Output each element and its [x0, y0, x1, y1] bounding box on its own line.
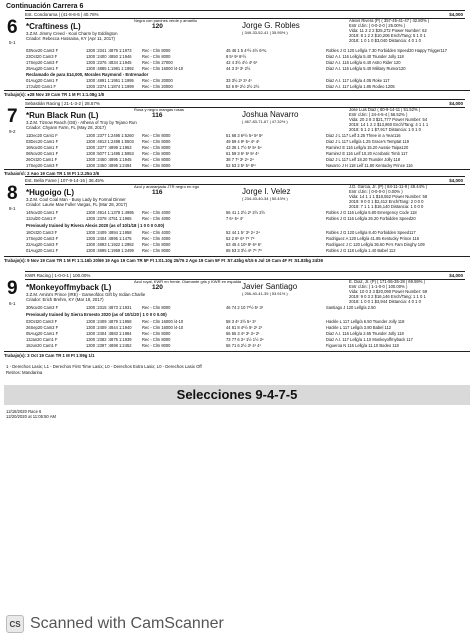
silks-colors: Negra con parches verde y amarillo — [134, 18, 198, 23]
stat-line: 2018: 1 0 0 1 $3,944 Distancia: 4 0 1 0 — [349, 299, 421, 304]
stat-line: Entr c/Jin: ( 0-0-0-0 | 0.00% ) — [349, 189, 403, 194]
stat-line: Vida: 20 2 8 3 $21,777 Power Number: 54 — [349, 117, 428, 122]
past-performance-row: 29Aug20 Cam1 F 1300 :4885 1:1981 1:1992 Rec - Clm 16000 /4-10 44 3 3¹ 3¹ 2½ Diaz A.I. 116 Lellg/a 5.40 Military Rumor120 — [26, 66, 406, 71]
entry-number: 7 — [7, 106, 18, 127]
camscanner-watermark — [6, 614, 224, 634]
past-performance-row: 18Oct20 Cam3 F 1300 :2409 :4894 1:1958 Rec - Clm 4000 52 44 1 5⁷ 3⁵ 2⁴ 2⁴ Robles J G 120 Lellg/a 8.40 Forbidden Speed117 — [26, 230, 416, 235]
breeder-line: Criador: Erich Brehm, KY (Mar 18, 2017) — [26, 297, 104, 302]
past-performance-row: 13Jul20 Cam1 F 1300 :2378 :4751 1:1965 Rec - Clm 4000 7 6⁴ 5⁴ 4⁷ Robles J G 116 Lellg/a 26.20 Forbidden Speed20 — [26, 216, 416, 221]
stat-line: 2019: 9 0 0 1 $2,412 Ench/Tang: 2 0 0 0 — [349, 199, 424, 204]
camscanner-logo-icon: CS — [6, 615, 24, 633]
past-performance-row: 17Sep20 Cam3 F 1300 :2404 :4895 1:1475 Rec - Clm 4000 52 2 8⁶ 6⁹ 7⁵ 7⁸ Rodriguez A 120 Lellg/a 41.85 Kentucky Prince 116 — [26, 236, 420, 241]
race-header-title: Continuación Carrera 6 — [6, 3, 84, 10]
purse: $4,000 — [449, 178, 463, 183]
silks-colors: Azul y anaranjada JTR negro en ego — [134, 184, 200, 189]
stat-line: Vida: 10 0 3 3 $20,090 Power Number: 59 — [349, 289, 428, 294]
past-performance-row: 14Nov20 Cam1 F 1300 :4914 1:1378 1:4995 Rec - Clm 4000 56 41 1 2½ 2¹ 2½ 2½ Robles J G 116 Lellg/a 5.80 Emergency Code 118 — [26, 210, 417, 215]
breeder-line: Criador: Chyann Farm, FL (May 28, 2017) — [26, 125, 106, 130]
jockey-name: Javier Santiago — [242, 282, 298, 291]
weight: 116 — [152, 112, 163, 119]
jockey-record: ( 234-43-40-34 | 50.43% ) — [242, 196, 288, 201]
purse: $4,000 — [449, 273, 463, 278]
trainer-stats — [349, 18, 465, 43]
horse-name: *Run Black Run (L) — [26, 111, 99, 120]
entry-number: 9 — [7, 278, 18, 299]
jockey-name: Jorge G. Robles — [242, 21, 300, 30]
pedigree-line: 3.Z.M. Tiznow Reach (GB) - Athena of Troy by Tejano Run — [26, 120, 137, 125]
past-performance-row: 17Sep20 Cam3 F 1300 :2450 :4895 1:2494 Rec - Clm 8000 52 53 2 5¹ 5⁹ 8¹¹ Navarro J H 118 Lelf 11.80 Kentucky Prince 116 — [26, 163, 413, 168]
weight: 120 — [152, 23, 163, 30]
past-performance-row: 05Aug20 Cam1 F 1300 :2404 :4883 1:1984 Rec - Clm 8000 56 55 3 4⁶ 3¹ 3⁴ 2¹ Diaz A.I. 116 Lellg/a 2.65 Tsunder Jolly 118 — [26, 331, 404, 336]
entry-7 — [4, 99, 470, 175]
past-performance-row: 22Aug20 Cam3 F 1300 :4893 1:1922 1:2982 Rec - Clm 8000 63 45 4 10¹ 8¹ 6⁸ 6⁷ Rodriguez J C 120 Lellg/a 36.60 Pe's Fam Dinghy 109 — [26, 242, 425, 247]
stat-line: Entr c/Jin: ( 24-4-5-4 | 56.52% ) — [349, 112, 408, 117]
lasix-legend: 1 - Derechos Lasix; L1 - Derechos First Time Lasix; L0 - Derechos Extra Lasix; L0 - Derechos Lasix Off — [6, 364, 202, 369]
stat-line: 2019: 9 0 3 2 $16,146 Ench/Tang: 1 1 0 1 — [349, 294, 426, 299]
past-performance-row: 03Oct20 Cam3 F 1300 :2409 :4879 1:1958 Rec - Clm 16000 /4-10 58 3 4⁶ 2½ 5⁴ 3¹ Hackle L 117 Lellg/a 6.50 Tsunder Jolly 118 — [26, 319, 405, 324]
past-performance-row: 18Jun20 Cam1 F 1300 :2397 :4898 1:2452 Rec - Clm 8000 56 71 6 2½ 3¹ 4¹ 4¹ Figueroa N 116 Lellg/a 11.10 Bodeo 118 — [26, 343, 399, 348]
pedigree-line: 3.Z.M. Amira's Prince (IRE) - Gameofdoc Gift by Indian Charlie — [26, 292, 146, 297]
stat-line: Entr c/Jin: ( 0-0-2-0 | 25.00% ) — [349, 23, 406, 28]
past-performance-row: 17Jul20 Cam1 F 1300 :2374 1:1874 1:1999 Rec - Clm 20000 52 6 9¹ 2½ 2½ 2½ Diaz A.I. 117 Lellg/a 1.85 Rodeo 1205 — [26, 84, 395, 89]
owner-line: Est. Condorama | (41-8-6-5 | 40.78% — [25, 12, 99, 17]
past-performance-row: 26Sep20 Cam3 F 1300 :2409 :4844 1:1940 Rec - Clm 16000 /4-10 44 81 8 4¹½ 5¹ 2¹ 2¹ Hackle L 117 Lellg/a 3.80 Babel 112 — [26, 325, 392, 330]
workouts-line: Trabajo(s): ●28 Nov 19 Cam TR 1 M Ft 1:1.08g 1/8 — [4, 90, 470, 98]
past-performance-row: 26Oct20 Cam1 F 1300 :2450 :4895 1:1945 Rec - Clm 8000 38 7 7¹ 3¹ 2⁴ 2⁴ Diaz J L 117 Lelf 18.20 Tsunder Jolly 118 — [26, 157, 401, 162]
entry-6 — [4, 10, 470, 98]
stat-line: 2018: 1 0 1 0 $3,040 Distancia: 4 0 1 0 — [349, 38, 421, 43]
stat-line: Vida: 14 1 1 1 $18,552 Power Number: 58 — [349, 194, 428, 199]
weight: 116 — [152, 189, 163, 196]
trainer-stats — [349, 184, 465, 209]
stat-line: 2019: 14 1 2 2 $13,860 Ench/Tang: 4 1 1 1 — [349, 122, 429, 127]
jockey-record: ( 256-40-41-39 | 53.91% ) — [242, 291, 288, 296]
claim-note: Reclamado de para $14,000, Morales Raymond - Entrenador — [26, 72, 149, 77]
entry-8 — [4, 176, 470, 270]
owner-line: Sebastián Racing | 21-1-3-2 | 28.57% — [25, 101, 100, 106]
workouts-line: Trabajo(s): 9 Nov 19 Cam TR 1 M Ft 1:1.16b 20/69 19 Ago 19 Cam TR 5F Ft 1:01.10g 25/76 2 Ago 19 Cam 5F Ft :57.43bg 6/15 6 Jul 19 Cam 4F Ft :51.83bg 24/36 — [4, 256, 470, 264]
print-meta — [6, 409, 56, 419]
weight: 120 — [152, 284, 163, 291]
silks-colors: Rosa y negro mangas rosas — [134, 107, 185, 112]
scratches: Retiros: Mandarina — [6, 370, 43, 375]
stat-line: 2019: 8 1 2 2 $10,206 Ench/Tang: 5 1 0 1 — [349, 33, 426, 38]
breeder-line: Criador: Laurie Mae Fuller Vargas, FL (Mar 28, 2017) — [26, 202, 128, 207]
past-performance-row: 03Nov20 Cam3 F 1300 :2341 :4879 1:1973 Rec - Clm 8000 45 46 1 5 4¹½ 4½ 6¹¾ Robles J G 120 Lellg/a 7.30 Forbidden Speed20 Happy Trigger117 — [26, 48, 447, 53]
trainer-stats — [349, 279, 465, 304]
stat-line: Jose Luis Diaz ( 60-9-14-11 | 51.52% ) — [349, 107, 421, 112]
entry-number: 6 — [7, 17, 18, 38]
footer-notes — [6, 364, 466, 376]
horse-name: *Monkeyoffmyback (L) — [26, 283, 112, 292]
stat-line: Alexis Rivera (P) ( 357-45-41-47 | 42.80% ) — [349, 18, 430, 23]
purse: $4,000 — [449, 12, 463, 17]
past-performance-row: 03Dec20 Cam1 F 1300 :4913 1:2498 1:5503 Rec - Clm 8000 49 59 4 9¹ 5⁴ 4⁵ 4¹ Diaz J L 117 Lellg/a 1.25 Grace's Temptat 119 — [26, 139, 410, 144]
past-performance-row: 23Oct20 Cam3 F 1300 :2400 :4850 1:1946 Rec - Clm 8000 8 5¹ 9¹ 6¹½ Diaz A.I. 116 Lellg/a 5.40 Tsunder Jolly 118 — [26, 54, 404, 59]
stat-line: E. Diaz, Jr. (P) ( 171-55-35-28 | 69.59% ) — [349, 279, 426, 284]
past-performance-row: 11Dec20 Cam1 F 1300 :2377 1:2495 1:5260 Rec - Clm 8000 51 68 3 6¹½ 5⁴ 5² 5² Diaz J L 117 Lelf 3.25 Three in a Year116 — [26, 133, 401, 138]
entry-9 — [4, 271, 470, 361]
trainer-stats — [349, 107, 465, 132]
horse-name: *Hugoigo (L) — [26, 188, 74, 197]
past-performance-row: 01Aug20 Cam1 F 1300 :4891 1:1951 1:1995 Rec - Clm 20000 33 3½ 2¹ 3¹ 4¹ Diaz A.I. 117 Lellg/a 4.05 Roke 117 — [26, 78, 390, 83]
silks-colors: Azul royal, KWR en frente. Diamante gris y KWR en espalda — [134, 279, 242, 284]
camscanner-text: Scanned with CamScanner — [30, 615, 224, 632]
jockey-record: ( 349-33-52-41 | 35.95% ) — [242, 30, 288, 35]
owner-line: Est. Bella Fame | 107-9-14-16 | 36.45% — [25, 178, 104, 183]
workouts-line: Trabajo(s): 3 Oct 19 Cam TR 1 M Ft 1:09g 1/1 — [4, 351, 470, 359]
entry-number: 8 — [7, 183, 18, 204]
breeder-line: Criador: Rebecca Hossaina, KY (Apr 11, 2017) — [26, 36, 115, 41]
pedigree-line: 3.Z.M. Cool Coal Man - Busy Lady by Formal Dinner — [26, 197, 126, 202]
trainer-change-note: Previously trained by Sierra Ernesto 2020 (as of 10/1/20 | 1 0 0 0 0.00) — [26, 312, 167, 317]
stat-line: Vida: 11 2 2 2 $25,272 Power Number: 62 — [349, 28, 427, 33]
owner-line: KWR Racing | 1-0-0-1 | 100.00% — [25, 273, 91, 278]
post-position-odds: 6-1 — [9, 301, 16, 306]
pedigree-line: 3.Z.M. Jimmy Creed - Kool Charm by Eddington — [26, 31, 118, 36]
stat-line: J.D. Garcia, Jr. (P) ( 84-11-11-9 | 48.44% ) — [349, 184, 428, 189]
trainer-change-note: Previously trained by Rivera Alexis 2020 (as of 10/1/18 | 1 0 0 0 0.00) — [26, 223, 165, 228]
selections-banner: Selecciones 9-4-7-5 — [4, 385, 470, 405]
jockey-name: Joshua Navarro — [242, 110, 299, 119]
horse-name: *Craftiness (L) — [26, 22, 81, 31]
workouts-line: Trabajo(s): 2 Ago 19 Cam TR 1 M Ft 1:2.25g 2/6 — [4, 169, 470, 175]
race-program-sheet — [4, 0, 470, 600]
stat-line: 2018: 7 1 1 1 $16,140 Distancia: 1 0 0 0 — [349, 204, 424, 209]
meta-line: 12/18/2020 Race 6 — [6, 409, 42, 414]
stat-line: 2018: 5 1 2 1 $7,917 Distancia: 1 0 1 0 — [349, 127, 421, 132]
purse: $4,000 — [449, 101, 463, 106]
meta-line: 12/20/2020 at 11:05:50 AM — [6, 414, 56, 419]
post-position-odds: 5-1 — [9, 40, 16, 45]
post-position-odds: 8-1 — [9, 206, 16, 211]
stat-line: Entr c/Jin: ( 1-1-0-0 | 100.00% ) — [349, 284, 408, 289]
past-performance-row: 17Sep20 Cam3 F 1300 :2376 :4834 1:1945 Rec - Clm 27000 42 4 3½ 4½ 4¹ 6¹ Diaz A.I. 116 Lellg/a 6.40 Astro Rider 120 — [26, 60, 401, 65]
past-performance-row: 06Nov20 Cam1 F 1300 :5077 1:1495 1:5953 Rec - Clm 8000 61 59 3 6¹ 5¹ 5¹ 4¹ Ramirez E 116 Lelf 10.20 Acrobatic Timb 117 — [26, 151, 408, 156]
jockey-record: ( 467-83-71-67 | 47.32% ) — [242, 119, 288, 124]
past-performance-row: 01Aug20 Cam1 F 1300 :4895 1:1959 1:2499 Rec - Clm 8000 65 53 3 3½ 4⁵ 7⁶ 7⁸ Robles J G 118 Lellg/a 1.40 Babel 112 — [26, 248, 396, 253]
post-position-odds: 9-2 — [9, 129, 16, 134]
past-performance-row: 13Jan20 Cam1 F 1300 :2382 :4875 1:1939 Rec - Clm 8000 73 77 6 3⁴ 1½ 1½ 3⁴ Diaz A.I. 117 Lellg/a 1.10 Monkeyoffmyback 117 — [26, 337, 413, 342]
past-performance-row: 30Nov20 Cam3 F 1300 :2315 :4873 1:1931 Rec - Clm 8000 46 74 2 10 7¹½ 5¹ 3¹ Santiago J 120 Lellg/a 2.50 — [26, 305, 376, 310]
past-performance-row: 16Nov20 Cam1 F 1300 :2377 :4899 1:1953 Rec - Clm 8000 43 36 1 7½ 5¹ 5⁴ 5⁴ Ramirez E 116 Lellg/a 15.20 Aussie Taipa120 — [26, 145, 409, 150]
jockey-name: Jorge I. Velez — [242, 187, 291, 196]
